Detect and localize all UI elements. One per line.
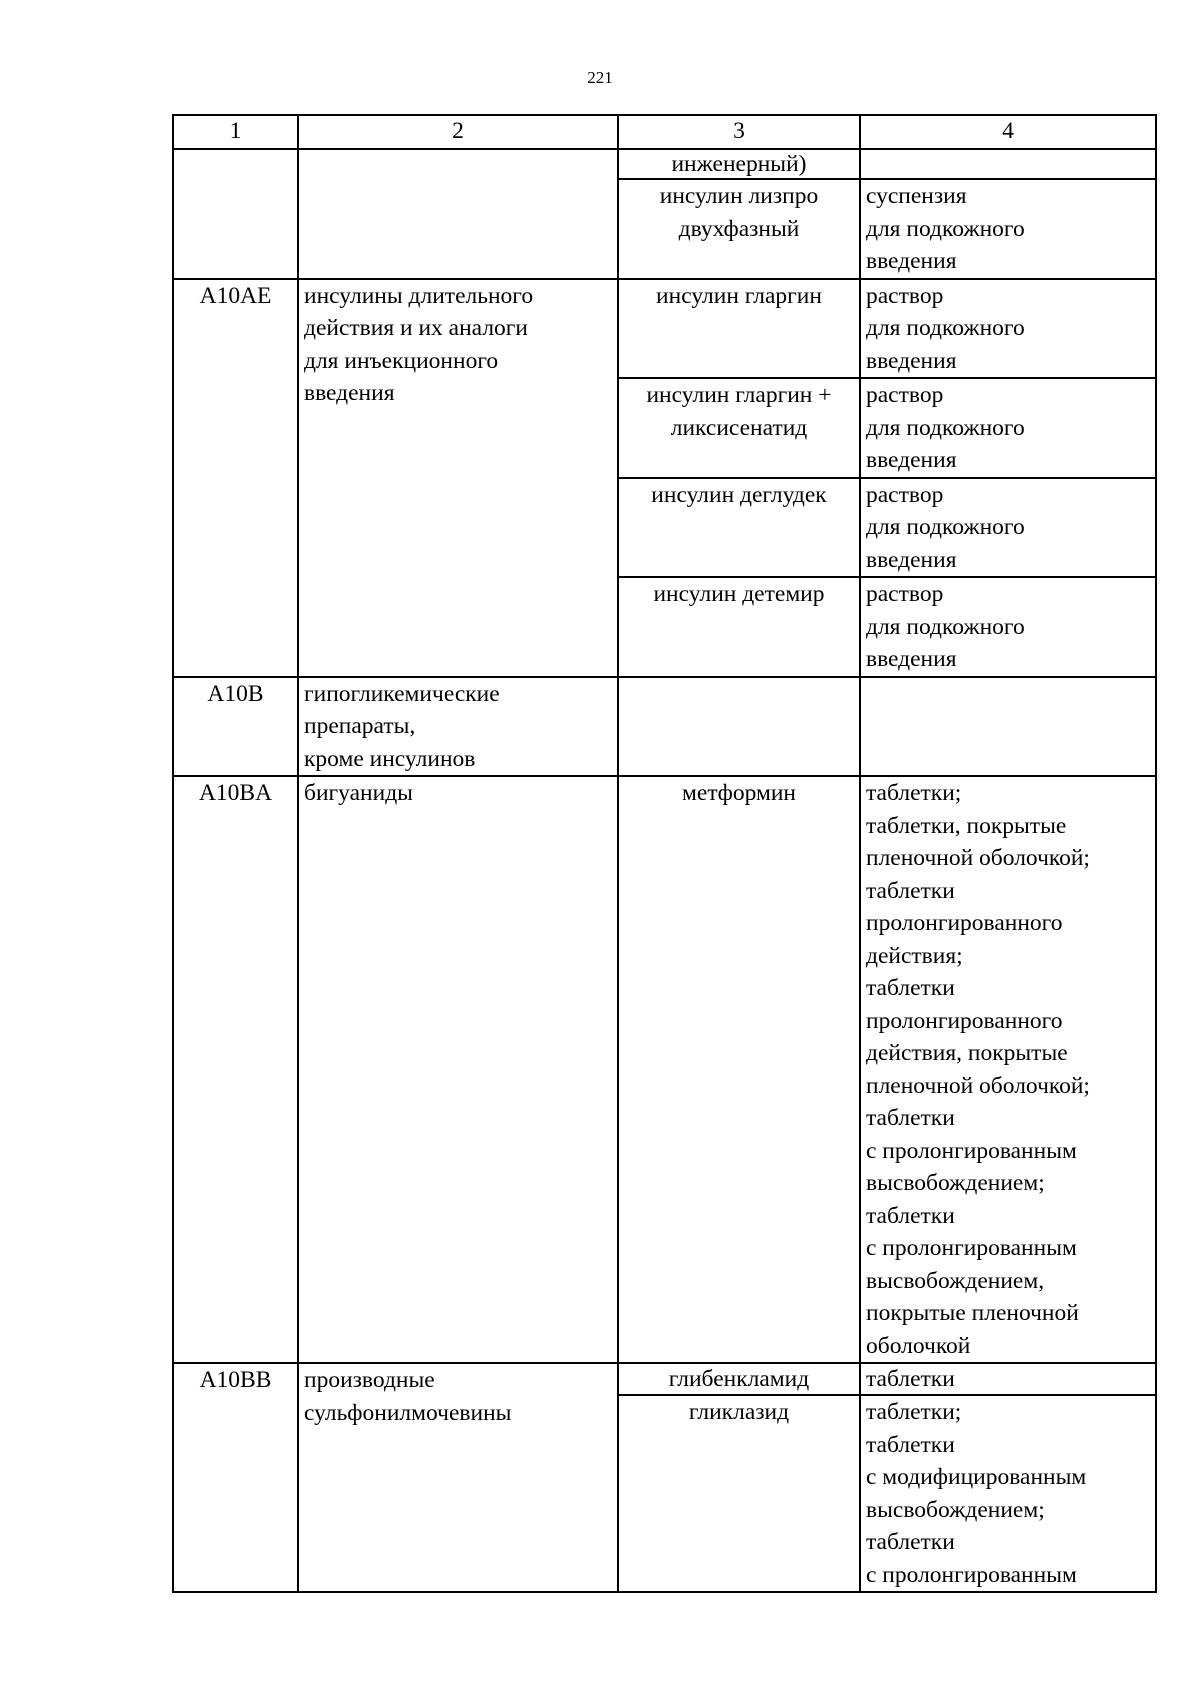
dosage-form-cell — [860, 577, 1156, 677]
drug-name-line: гликлазид — [688, 1399, 790, 1425]
dosage-form-cell — [860, 677, 1156, 777]
atc-code-cell: A10AE — [173, 279, 298, 677]
dosage-form-cell — [860, 776, 1156, 1363]
drug-name-line: ликсисенатид — [670, 414, 808, 441]
dosage-form-line: таблетки — [866, 877, 955, 904]
atc-code-cell: A10BB — [173, 1363, 298, 1592]
table-row — [173, 1363, 1156, 1395]
dosage-form-line: введения — [866, 347, 957, 374]
drug-name-line: инженерный) — [671, 151, 807, 177]
drug-name-line: метформин — [682, 780, 796, 806]
group-cell — [298, 677, 618, 777]
dosage-form-line: таблетки — [866, 1431, 955, 1458]
drug-name-cell — [618, 677, 860, 777]
dosage-form-line: для подкожного — [866, 613, 1025, 640]
dosage-form-line: пленочной оболочкой; — [866, 845, 1090, 871]
dosage-form-line: раствор — [866, 481, 944, 508]
dosage-form-line: с пролонгированным — [866, 1235, 1077, 1261]
group-line: инсулины длительного — [304, 282, 534, 309]
header-cell-1: 1 — [173, 115, 298, 149]
dosage-form-line: введения — [866, 546, 957, 573]
dosage-form-cell — [860, 149, 1156, 179]
dosage-form-line: таблетки, покрытые — [866, 812, 1067, 839]
group-line: сульфонилмочевины — [304, 1399, 512, 1426]
dosage-form-line: высвобождением; — [866, 1496, 1045, 1523]
dosage-form-cell — [860, 378, 1156, 478]
group-line: бигуаниды — [304, 780, 413, 806]
drug-name-line: двухфазный — [678, 215, 800, 242]
table-row — [173, 279, 1156, 379]
dosage-form-line: таблетки; — [866, 1399, 962, 1425]
dosage-form-line: действия; — [866, 942, 963, 969]
header-cell-4: 4 — [860, 115, 1156, 149]
dosage-form-line: таблетки — [866, 1202, 955, 1229]
dosage-form-line: пленочной оболочкой; — [866, 1072, 1090, 1099]
dosage-form-line: высвобождением; — [866, 1170, 1045, 1196]
dosage-form-line: введения — [866, 447, 957, 473]
dosage-form-line: раствор — [866, 282, 944, 309]
drug-name-cell — [618, 279, 860, 379]
dosage-form-line: пролонгированного — [866, 910, 1063, 936]
group-line: действия и их аналоги — [304, 315, 529, 341]
drug-name-cell — [618, 149, 860, 179]
dosage-form-line: покрытые пленочной — [866, 1300, 1079, 1326]
header-cell-2: 2 — [298, 115, 618, 149]
drug-name-line: инсулин гларгин + — [646, 382, 832, 408]
drug-name-cell — [618, 378, 860, 478]
dosage-form-cell — [860, 1395, 1156, 1592]
dosage-form-line: пролонгированного — [866, 1007, 1063, 1034]
dosage-form-line: введения — [866, 248, 957, 274]
dosage-form-line: с пролонгированным — [866, 1137, 1077, 1164]
drug-name-line: инсулин лизпро — [659, 183, 819, 209]
dosage-form-cell — [860, 478, 1156, 578]
table-row — [173, 677, 1156, 777]
drug-name-cell — [618, 1363, 860, 1395]
group-cell — [298, 149, 618, 279]
dosage-form-line: таблетки; — [866, 780, 962, 806]
atc-code-cell: A10B — [173, 677, 298, 777]
dosage-form-line: раствор — [866, 581, 944, 607]
dosage-form-line: суспензия — [866, 183, 967, 209]
group-cell — [298, 1363, 618, 1592]
dosage-form-line: таблетки — [866, 1105, 955, 1131]
dosage-form-line: с модифицированным — [866, 1464, 1087, 1490]
dosage-form-line: оболочкой — [866, 1332, 971, 1359]
dosage-form-line: действия, покрытые — [866, 1040, 1068, 1066]
atc-code-cell: A10BA — [173, 776, 298, 1363]
dosage-form-line: таблетки — [866, 1366, 955, 1392]
group-line: препараты, — [304, 713, 416, 739]
group-line: гипогликемические — [304, 680, 500, 707]
drug-name-cell — [618, 1395, 860, 1592]
group-cell — [298, 279, 618, 677]
table-header-row — [173, 115, 1156, 149]
table-row — [173, 149, 1156, 179]
drug-name-line: инсулин деглудек — [651, 481, 827, 508]
group-cell — [298, 776, 618, 1363]
dosage-form-line: с пролонгированным — [866, 1561, 1077, 1588]
group-line: кроме инсулинов — [304, 745, 476, 772]
dosage-form-line: таблетки — [866, 975, 955, 1001]
dosage-form-cell — [860, 1363, 1156, 1395]
atc-code-cell — [173, 149, 298, 279]
dosage-form-line: таблетки — [866, 1529, 955, 1555]
drug-table — [172, 114, 1157, 1593]
dosage-form-line: раствор — [866, 382, 944, 408]
drug-name-cell — [618, 577, 860, 677]
dosage-form-line: для подкожного — [866, 315, 1025, 341]
dosage-form-line: для подкожного — [866, 414, 1025, 441]
drug-name-cell — [618, 478, 860, 578]
dosage-form-cell — [860, 279, 1156, 379]
drug-name-line: инсулин детемир — [653, 581, 825, 607]
page-number: 221 — [587, 68, 613, 87]
dosage-form-cell — [860, 179, 1156, 279]
drug-name-cell — [618, 776, 860, 1363]
drug-name-line: инсулин гларгин — [656, 282, 822, 309]
header-cell-3: 3 — [618, 115, 860, 149]
drug-name-cell — [618, 179, 860, 279]
dosage-form-line: для подкожного — [866, 215, 1025, 242]
dosage-form-line: введения — [866, 646, 957, 672]
table-row — [173, 776, 1156, 1363]
group-line: введения — [304, 380, 395, 406]
drug-name-line: глибенкламид — [668, 1366, 810, 1392]
group-line: для инъекционного — [304, 347, 499, 374]
group-line: производные — [304, 1367, 435, 1393]
dosage-form-line: для подкожного — [866, 514, 1025, 540]
dosage-form-line: высвобождением, — [866, 1267, 1045, 1294]
